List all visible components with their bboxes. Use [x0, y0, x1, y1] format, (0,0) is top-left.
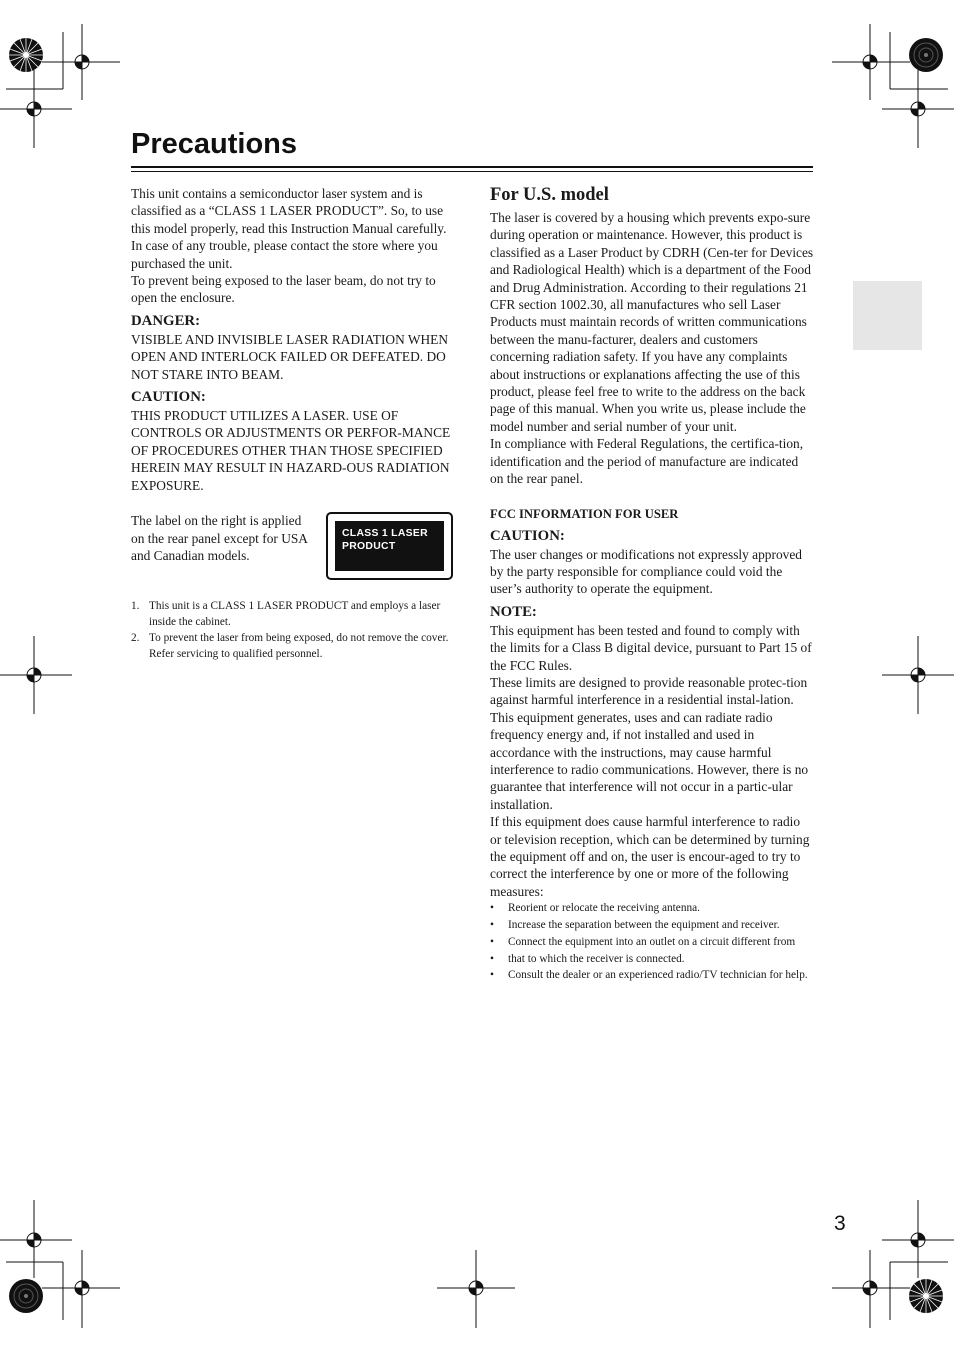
- starburst-mark-top-right: [909, 38, 943, 72]
- us-model-text-2: In compliance with Federal Regulations, the certifica-tion, identification and the period of manufacture are indicated on the rear panel.: [490, 436, 804, 487]
- page-title: Precautions: [131, 128, 297, 160]
- fcc-heading: FCC INFORMATION FOR USER: [490, 506, 679, 521]
- note-text-2: These limits are designed to provide reasonable protec-tion against harmful interference in a residential instal-lation. This equipment generates, uses and can radiate radio frequency energy and, if not installed and used in accordance with the instructions, may cause harmful interference to radio communications. However, there is no guarantee that interference will not occur in a partic-ular installation.: [490, 674, 809, 812]
- page-number: 3: [834, 1212, 846, 1235]
- fcc-caution-text: The user changes or modifications not expressly approved by the party responsible for compliance could void the user’s authority to operate the equipment.: [490, 546, 802, 597]
- list-item: • Increase the separation between the equipment and receiver.: [490, 919, 780, 932]
- caution-text: THIS PRODUCT UTILIZES A LASER. USE OF CONTROLS OR ADJUSTMENTS OR PERFOR-MANCE OF PROCEDURES OTHER THAN THOSE SPECIFIED HEREIN MAY RESULT IN HAZARD-OUS RADIATION EXPOSURE.: [131, 408, 451, 493]
- intro-paragraph-2: To prevent being exposed to the laser beam, do not try to open the enclosure.: [131, 273, 436, 306]
- note-text-1: This equipment has been tested and found to comply with the limits for a Class B digital device, pursuant to Part 15 of the FCC Rules.: [490, 622, 812, 673]
- list-item: • that to which the receiver is connected.: [490, 952, 685, 965]
- fcc-caution-heading: CAUTION:: [490, 527, 565, 544]
- class-1-laser-label: [326, 512, 453, 580]
- starburst-mark-bottom-left: [9, 1279, 43, 1313]
- starburst-mark-bottom-right: [909, 1279, 943, 1313]
- left-column: [131, 185, 453, 662]
- list-item: • Connect the equipment into an outlet on a circuit different from: [490, 935, 796, 948]
- list-item: • Consult the dealer or an experienced radio/TV technician for help.: [490, 969, 808, 982]
- us-model-heading: For U.S. model: [490, 185, 609, 205]
- section-tab: [853, 281, 922, 350]
- title-rule-thin: [131, 171, 813, 172]
- note-text-3: If this equipment does cause harmful interference to radio or television reception, which can be determined by turning the equipment off and on, the user is encour-aged to try to correct the interference by one or more of the following measures:: [490, 814, 810, 899]
- intro-paragraph: This unit contains a semiconductor laser system and is classified as a “CLASS 1 LASER PRODUCT”. So, to use this model properly, read this Instruction Manual carefully. In case of any trouble, please contact the store where you purchased the unit.: [131, 186, 447, 271]
- laser-label-line2: PRODUCT: [342, 541, 396, 553]
- caution-heading: CAUTION:: [131, 389, 206, 406]
- title-rule: [131, 166, 813, 168]
- list-item: 1. This unit is a CLASS 1 LASER PRODUCT and employs a laser inside the cabinet.: [131, 600, 441, 629]
- note-heading: NOTE:: [490, 603, 537, 620]
- starburst-mark-top-left: [9, 38, 43, 72]
- list-item: • Reorient or relocate the receiving antenna.: [490, 902, 700, 915]
- measures-list: [490, 900, 814, 984]
- right-column: [490, 184, 814, 984]
- us-model-text: The laser is covered by a housing which prevents expo-sure during operation or maintenance. However, this product is classified as a Laser Product by CDRH (Cen-ter for Devices and Radiological Health) which is a department of the Food and Drug Administration. According to their regulations 21 CFR section 1002.30, all manufactures who sell Laser Products must maintain records of written communications between the manu-facturer, dealers and customers concerning radiation safety. If you have any complaints about instructions or explanations affecting the use of this product, please feel free to write to the address on the back page of this manual. When you write us, please include the model number and serial number of your unit.: [490, 210, 814, 434]
- list-item: 2. To prevent the laser from being exposed, do not remove the cover. Refer servicing to qualified personnel.: [131, 632, 449, 661]
- laser-label-line1: CLASS 1 LASER: [342, 528, 428, 540]
- label-section: [131, 512, 453, 580]
- label-description: The label on the right is applied on the rear panel except for USA and Canadian models.: [131, 513, 308, 563]
- laser-notes-list: [131, 598, 453, 662]
- danger-text: VISIBLE AND INVISIBLE LASER RADIATION WHEN OPEN AND INTERLOCK FAILED OR DEFEATED. DO NOT STARE INTO BEAM.: [131, 331, 449, 382]
- danger-heading: DANGER:: [131, 312, 201, 329]
